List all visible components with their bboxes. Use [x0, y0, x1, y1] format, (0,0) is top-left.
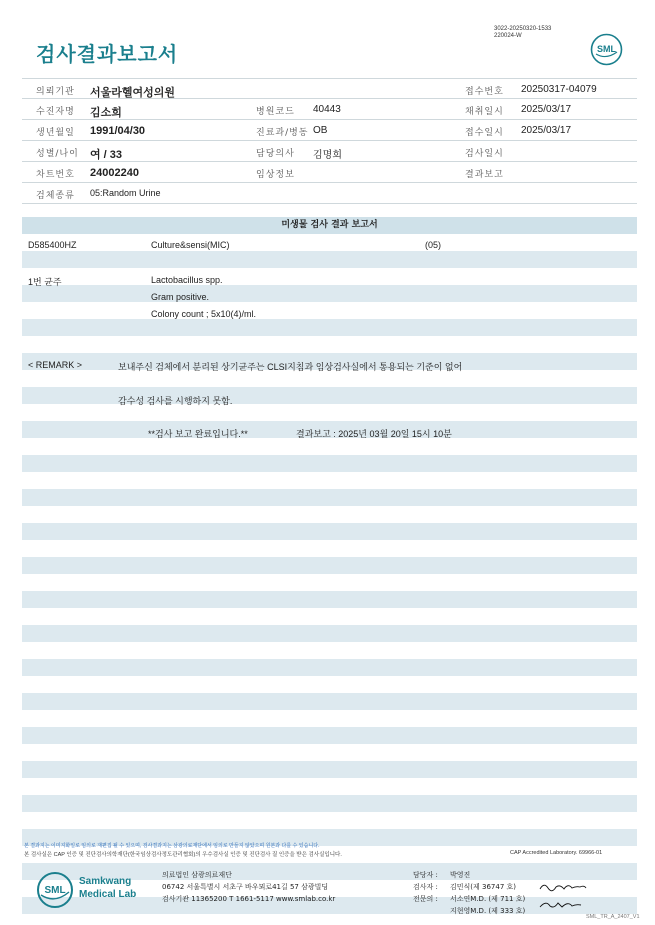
document-number: 3022-20250320-1533 220024-W: [494, 26, 552, 39]
collect-date-value: 2025/03/17: [521, 104, 572, 115]
patient-info-table: [22, 78, 637, 204]
svg-text:SML: SML: [44, 885, 66, 896]
info-row: [22, 162, 637, 183]
org-name: 의료법인 삼광의료재단: [162, 871, 232, 879]
specialist-signature-icon: [538, 897, 583, 911]
test-date-label: 검사일시: [465, 149, 504, 159]
tester-signature-icon: [538, 880, 588, 894]
remark-line2: 감수성 검사를 시행하지 못함.: [118, 396, 233, 406]
footer-certification: 본 검사실은 CAP 인증 및 진단검사의학재단(한국임상검사정도관리협회)의 우수검사실 인증 및 진단검사 질 인증을 받은 검사실입니다.: [24, 852, 342, 858]
sex-age-label: 성별/나이: [36, 149, 79, 159]
org-address: 06742 서울특별시 서초구 바우뫼로41길 57 삼광빌딩: [162, 883, 329, 891]
logo-name-line1: Samkwang: [79, 876, 132, 887]
dob-value: 1991/04/30: [90, 125, 146, 137]
ward-code-value: 40443: [313, 104, 341, 115]
organism: Lactobacillus spp.: [151, 275, 223, 285]
test-name: Culture&sensi(MIC): [151, 240, 230, 250]
specimen-value: 05:Random Urine: [90, 188, 161, 198]
logo-name-line2: Medical Lab: [79, 889, 137, 900]
clinical-label: 임상정보: [256, 170, 295, 180]
ward-code-label: 병원코드: [256, 107, 295, 117]
doctor-value: 김명희: [313, 150, 342, 161]
cap-accreditation: CAP Accredited Laboratory. 69966-01: [510, 850, 603, 856]
sml-logo-icon: [590, 33, 623, 66]
patient-label: 수진자명: [36, 107, 75, 117]
receipt-date-value: 2025/03/17: [521, 125, 572, 136]
charge-value: 박영진: [450, 871, 471, 879]
doctor-label: 담당의사: [256, 149, 295, 159]
info-row: [22, 78, 637, 99]
footer-notice: 본 결과지는 이미지화일로 임의로 재편집 될 수 있으며, 검사결과지는 삼광의료재단에서 임의로 만들지 않았으며 원본과 다를 수 있습니다.: [24, 843, 320, 849]
complete-message: **검사 보고 완료입니다.**: [148, 429, 248, 439]
receipt-no-value: 20250317-04079: [521, 84, 597, 95]
info-row: [22, 99, 637, 120]
page-title: 검사결과보고서: [36, 42, 179, 66]
report-label: 결과보고: [465, 170, 504, 180]
bacteria-label: 1번 균주: [28, 277, 62, 287]
gram-stain: Gram positive.: [151, 292, 210, 302]
dept-label: 진료과/병동: [256, 128, 309, 138]
org-contact: 검사기관 11365200 T 1661-5117 www.smlab.co.kr: [162, 895, 336, 903]
specialist-value-2: 지현영M.D. (제 333 호): [450, 907, 526, 915]
chart-no-label: 차트번호: [36, 170, 75, 180]
dob-label: 생년월일: [36, 128, 75, 138]
specialist-label: 전문의 :: [413, 895, 438, 903]
tester-value: 김민식(제 36747 호): [450, 883, 516, 891]
charge-label: 담당자 :: [413, 871, 438, 879]
requester-value: 서울라헬여성의원: [90, 87, 176, 99]
sex-age-value: 여 / 33: [90, 149, 123, 161]
remark-line1: 보내주신 검체에서 분리된 상기균주는 CLSI지침과 임상검사실에서 통용되는 기준이 없어: [118, 362, 463, 372]
specimen-label: 검체종류: [36, 191, 75, 201]
receipt-date-label: 접수일시: [465, 128, 504, 138]
remark-label: < REMARK >: [28, 360, 83, 370]
result-background: [22, 217, 637, 925]
requester-label: 의뢰기관: [36, 87, 75, 97]
report-time: 결과보고 : 2025년 03월 20일 15시 10분: [296, 429, 452, 439]
svg-text:SML: SML: [597, 44, 616, 54]
form-code: SML_TR_A_2407_V1: [586, 914, 640, 920]
info-row: [22, 183, 637, 204]
colony-count: Colony count ; 5x10(4)/ml.: [151, 309, 257, 319]
result-section-title: 미생물 검사 결과 보고서: [22, 217, 637, 234]
specialist-value-1: 서소연M.D. (제 711 호): [450, 895, 526, 903]
info-row: [22, 120, 637, 141]
dept-value: OB: [313, 125, 328, 136]
tester-label: 검사자 :: [413, 883, 438, 891]
info-row: [22, 141, 637, 162]
test-code: D585400HZ: [28, 240, 77, 250]
chart-no-value: 24002240: [90, 167, 139, 179]
patient-value: 김소희: [90, 107, 122, 119]
test-specimen: (05): [425, 240, 442, 250]
collect-date-label: 채취일시: [465, 107, 504, 117]
receipt-no-label: 접수번호: [465, 87, 504, 97]
